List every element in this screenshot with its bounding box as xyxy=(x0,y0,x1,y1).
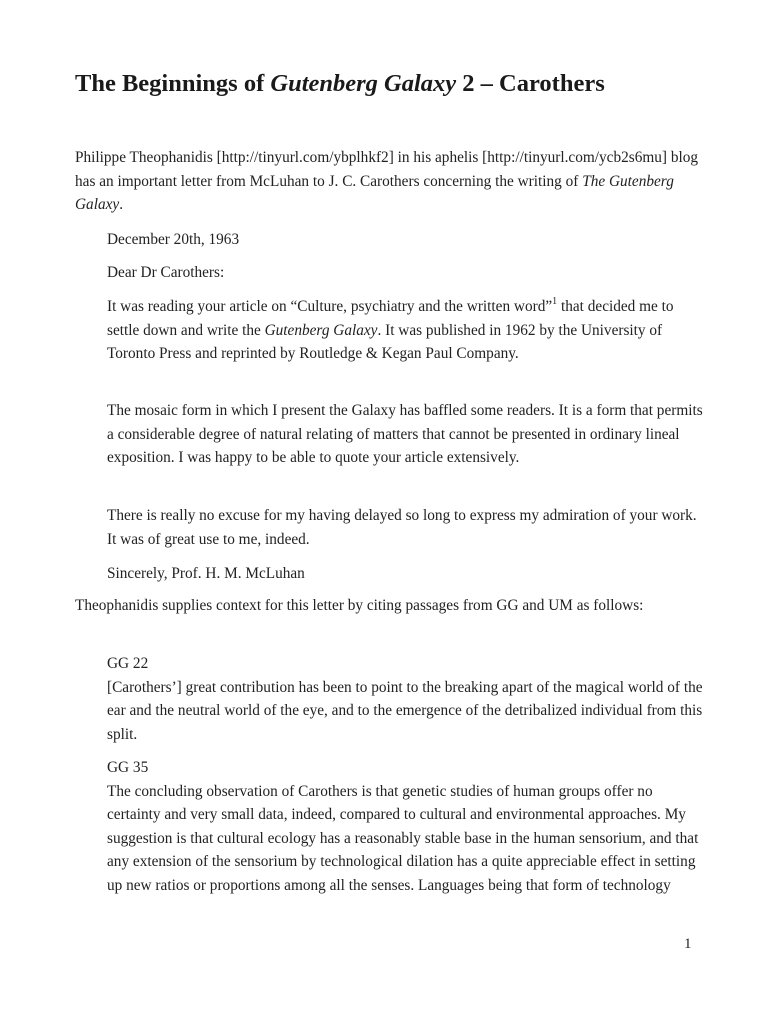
quote-reference: GG 35 xyxy=(107,759,149,776)
title-text: The Beginnings of xyxy=(75,70,271,97)
page-title xyxy=(75,68,695,99)
quote-reference: GG 22 xyxy=(107,655,149,672)
footnote-ref: 1 xyxy=(552,295,558,307)
letter-paragraph-1: It was reading your article on “Culture, psychiatry and the written word”$^1$ that decided me to settle down and write the Gutenberg Galaxy. It was published in 1962 by the University of Toronto Press and reprinted by Routledge & Kegan Paul Company. xyxy=(107,295,674,363)
intro-paragraph: Philippe Theophanidis [http://tinyurl.com/ybplhkf2] in his aphelis [http://tinyurl.com/ycb2s6mu] blog has an important letter from McLuhan to J. C. Carothers concerning the writing of The Gutenberg Galaxy. xyxy=(75,149,699,214)
letter-paragraph-3: There is really no excuse for my having delayed so long to express my admiration of your work. It was of great use to me, indeed. xyxy=(107,507,697,548)
letter-paragraph-2: The mosaic form in which I present the Galaxy has baffled some readers. It is a form that permits a considerable degree of natural relating of matters that cannot be presented in ordinary lineal exposition. I was happy to be able to quote your article extensively. xyxy=(107,402,703,467)
quote-block xyxy=(107,756,707,898)
title-italic: Gutenberg Galaxy xyxy=(270,70,457,97)
letter-signoff: Sincerely, Prof. H. M. McLuhan xyxy=(107,565,305,582)
quote-text: [Carothers’] great contribution has been to point to the breaking apart of the magical world of the ear and the neutral world of the eye, and to the emergence of the detribalized individual from this split. xyxy=(107,678,703,743)
letter-salutation: Dear Dr Carothers: xyxy=(107,264,225,281)
context-paragraph: Theophanidis supplies context for this letter by citing passages from GG and UM as follows: xyxy=(75,597,644,614)
title-text-end: 2 – Carothers xyxy=(456,70,605,97)
letter-date: December 20th, 1963 xyxy=(107,231,240,248)
quote-text: The concluding observation of Carothers is that genetic studies of human groups offer no certainty and very small data, indeed, compared to cultural and environmental approaches. My suggestion is that cultural ecology has a reasonably stable base in the human sensorium, and that any extension of the sensorium by technological dilation has a quite appreciable effect in setting up new ratios or proportions among all the senses. Languages being that form of technology xyxy=(107,782,699,894)
quote-block xyxy=(107,652,707,746)
page-number: 1 xyxy=(684,936,692,952)
